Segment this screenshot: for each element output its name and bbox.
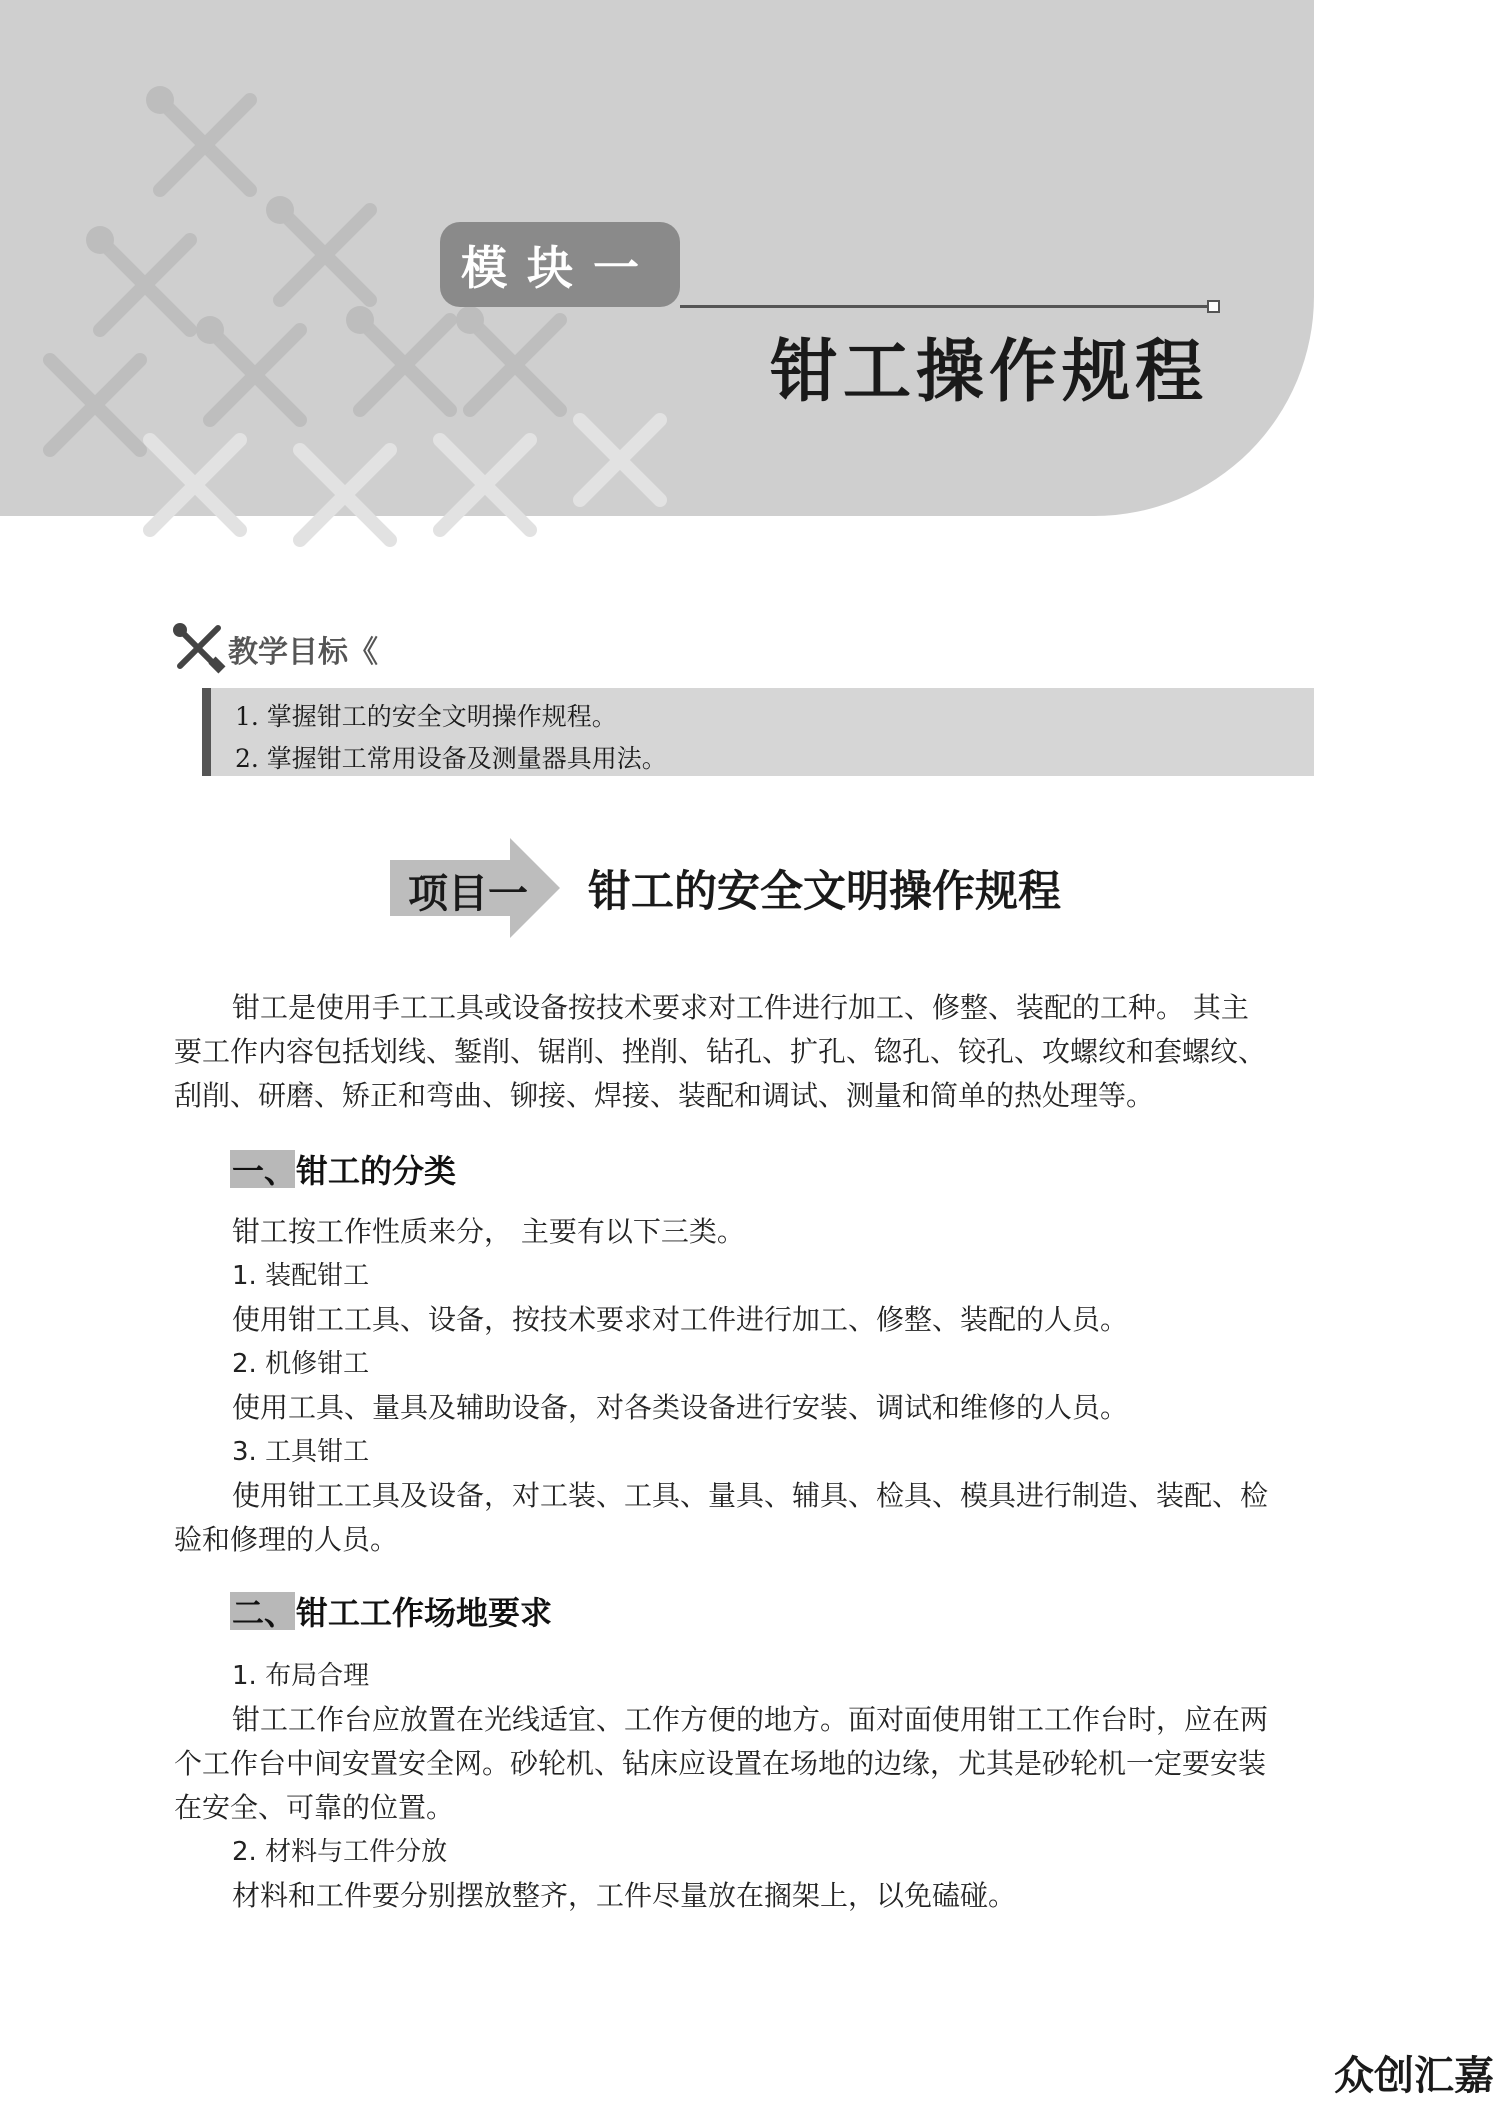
- section-text: 使用钳工工具及设备，对工装、工具、量具、辅具、检具、模具进行制造、装配、检: [232, 1479, 1269, 1512]
- subsection-heading: 2. 机修钳工: [232, 1349, 370, 1379]
- objective-item: 2. 掌握钳工常用设备及测量器具用法。: [235, 744, 667, 773]
- wrench-screwdriver-pattern-icon: [20, 70, 700, 590]
- module-title: 钳工操作规程: [770, 333, 1209, 412]
- subsection-heading: 2. 材料与工件分放: [232, 1837, 448, 1867]
- subsection-heading: 1. 布局合理: [232, 1661, 370, 1691]
- divider-end-square: [1207, 300, 1220, 313]
- section-text: 使用工具、量具及辅助设备，对各类设备进行安装、调试和维修的人员。: [232, 1391, 1129, 1424]
- objectives-box: [202, 688, 1314, 776]
- section-text: 材料和工件要分别摆放整齐，工件尽量放在搁架上，以免磕碰。: [232, 1879, 1017, 1912]
- objective-item: 1. 掌握钳工的安全文明操作规程。: [235, 702, 617, 731]
- subsection-heading: 1. 装配钳工: [232, 1261, 370, 1291]
- section-text: 钳工工作台应放置在光线适宜、工作方便的地方。面对面使用钳工工作台时，应在两: [232, 1703, 1269, 1736]
- section-title: 二、钳工工作场地要求: [232, 1594, 553, 1632]
- tools-icon: [170, 620, 228, 676]
- project-label: 项目一: [408, 871, 528, 917]
- intro-line: 钳工是使用手工工具或设备按技术要求对工件进行加工、修整、装配的工种。 其主: [232, 991, 1249, 1024]
- section-text: 个工作台中间安置安全网。砂轮机、钻床应设置在场地的边缘，尤其是砂轮机一定要安装: [174, 1747, 1267, 1780]
- section-text: 在安全、可靠的位置。: [174, 1791, 455, 1824]
- section-text: 钳工按工作性质来分， 主要有以下三类。: [232, 1215, 745, 1248]
- section-title: 一、钳工的分类: [232, 1152, 457, 1190]
- section-text: 验和修理的人员。: [174, 1523, 399, 1556]
- watermark: 众创汇嘉: [1334, 2053, 1494, 2099]
- project-title: 钳工的安全文明操作规程: [588, 867, 1061, 917]
- objectives-heading: 教学目标《: [228, 635, 378, 670]
- module-divider: [680, 305, 1210, 308]
- module-label: 模块一: [440, 222, 680, 307]
- subsection-heading: 3. 工具钳工: [232, 1437, 370, 1467]
- intro-line: 刮削、研磨、矫正和弯曲、铆接、焊接、装配和调试、测量和简单的热处理等。: [174, 1079, 1155, 1112]
- section-text: 使用钳工工具、设备，按技术要求对工件进行加工、修整、装配的人员。: [232, 1303, 1129, 1336]
- intro-line: 要工作内容包括划线、錾削、锯削、挫削、钻孔、扩孔、锪孔、铰孔、攻螺纹和套螺纹、: [174, 1035, 1267, 1068]
